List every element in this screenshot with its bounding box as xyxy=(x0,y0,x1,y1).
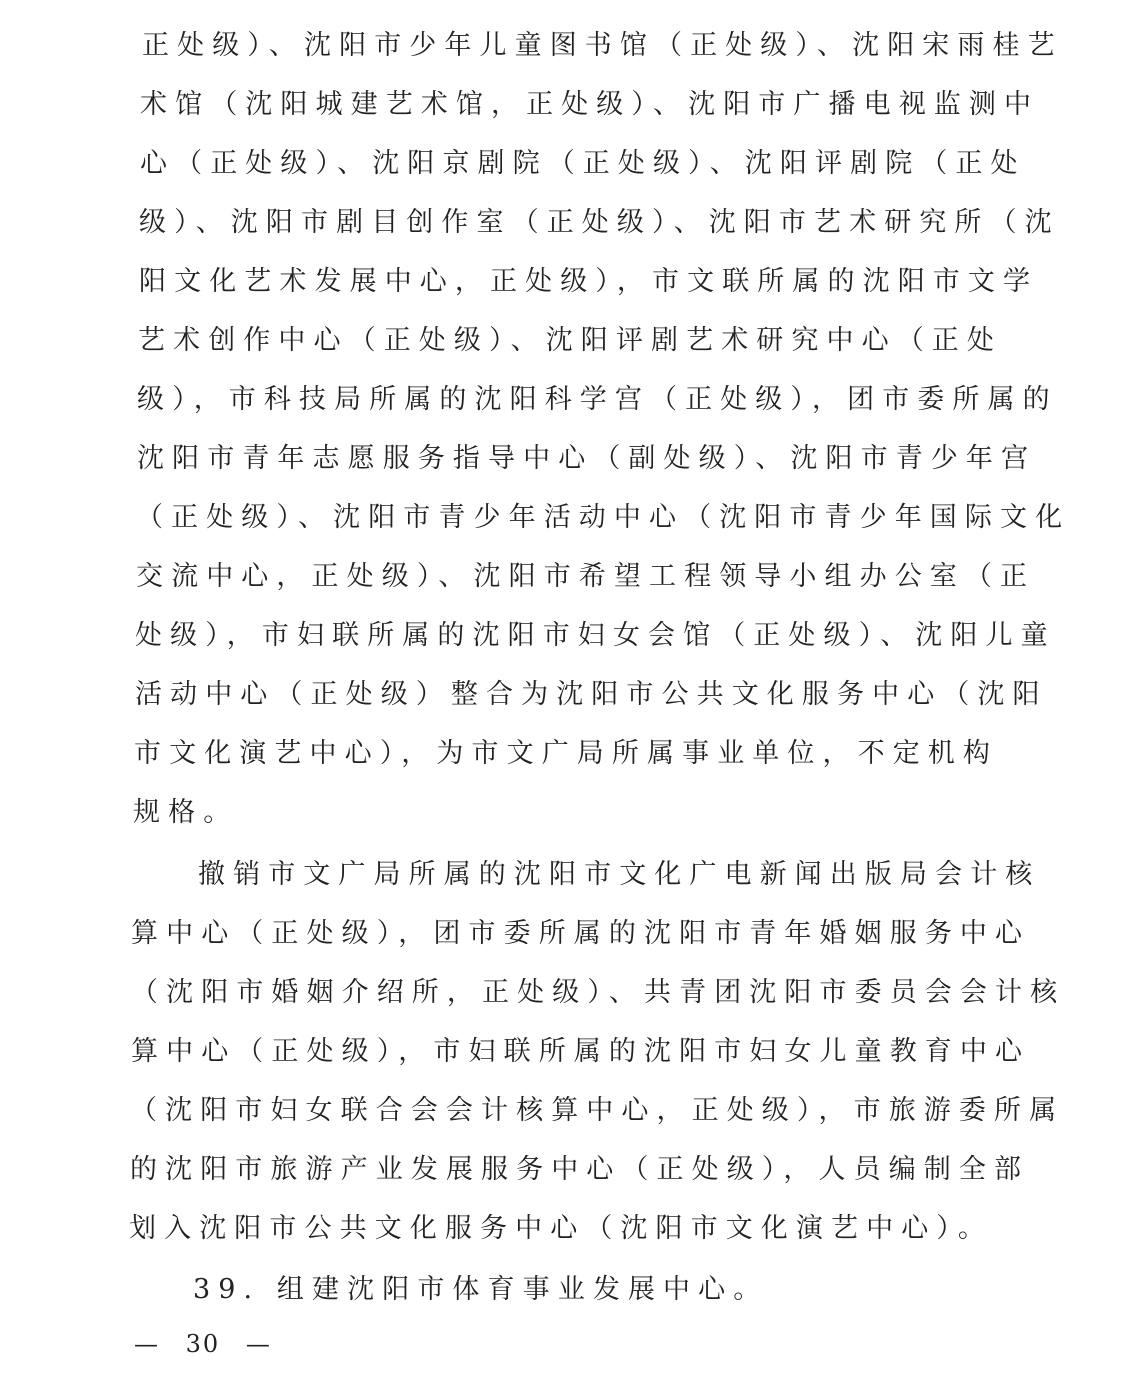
text-line: 39. 组建沈阳市体育事业发展中心。 xyxy=(193,1274,769,1305)
text-line: 划入沈阳市公共文化服务中心（沈阳市文化演艺中心）。 xyxy=(129,1213,993,1244)
text-line: 规格。 xyxy=(133,797,239,828)
text-line: 级），市科技局所属的沈阳科学宫（正处级），团市委所属的 xyxy=(137,384,1058,415)
text-line: 级）、沈阳市剧目创作室（正处级）、沈阳市艺术研究所（沈 xyxy=(139,207,1060,238)
text-line: 艺术创作中心（正处级）、沈阳评剧艺术研究中心（正处 xyxy=(138,325,1002,356)
text-line: （沈阳市妇女联合会会计核算中心，正处级），市旅游委所属 xyxy=(130,1095,1065,1126)
footer-dash-right: — xyxy=(245,1330,272,1358)
text-line: 撤销市文广局所属的沈阳市文化广电新闻出版局会计核 xyxy=(198,859,1041,890)
text-line: 的沈阳市旅游产业发展服务中心（正处级），人员编制全部 xyxy=(130,1154,1030,1185)
text-line: 算中心（正处级），市妇联所属的沈阳市妇女儿童教育中心 xyxy=(131,1036,1031,1067)
text-line: 算中心（正处级），团市委所属的沈阳市青年婚姻服务中心 xyxy=(131,918,1031,949)
text-line: 处级），市妇联所属的沈阳市妇女会馆（正处级）、沈阳儿童 xyxy=(135,620,1056,651)
text-line: 心（正处级）、沈阳京剧院（正处级）、沈阳评剧院（正处 xyxy=(140,148,1026,179)
text-line: 术馆（沈阳城建艺术馆，正处级）、沈阳市广播电视监测中 xyxy=(140,89,1040,120)
text-line: 沈阳市青年志愿服务指导中心（副处级）、沈阳市青少年宫 xyxy=(137,443,1037,474)
text-line: （沈阳市婚姻介绍所，正处级）、共青团沈阳市委员会会计核 xyxy=(131,977,1066,1008)
text-line: 交流中心，正处级）、沈阳市希望工程领导小组办公室（正 xyxy=(136,561,1036,592)
text-line: 市文化演艺中心），为市文广局所属事业单位，不定机构 xyxy=(134,738,998,769)
text-line: 阳文化艺术发展中心，正处级），市文联所属的沈阳市文学 xyxy=(139,266,1039,297)
footer-dash-left: — xyxy=(134,1330,160,1358)
text-line: （正处级）、沈阳市青少年活动中心（沈阳市青少年国际文化 xyxy=(136,502,1071,533)
page-footer xyxy=(134,1330,272,1358)
text-line: 正处级）、沈阳市少年儿童图书馆（正处级）、沈阳宋雨桂艺 xyxy=(142,30,1063,61)
page-number: 30 xyxy=(185,1330,221,1358)
text-line: 活动中心（正处级）整合为沈阳市公共文化服务中心（沈阳 xyxy=(135,679,1048,710)
